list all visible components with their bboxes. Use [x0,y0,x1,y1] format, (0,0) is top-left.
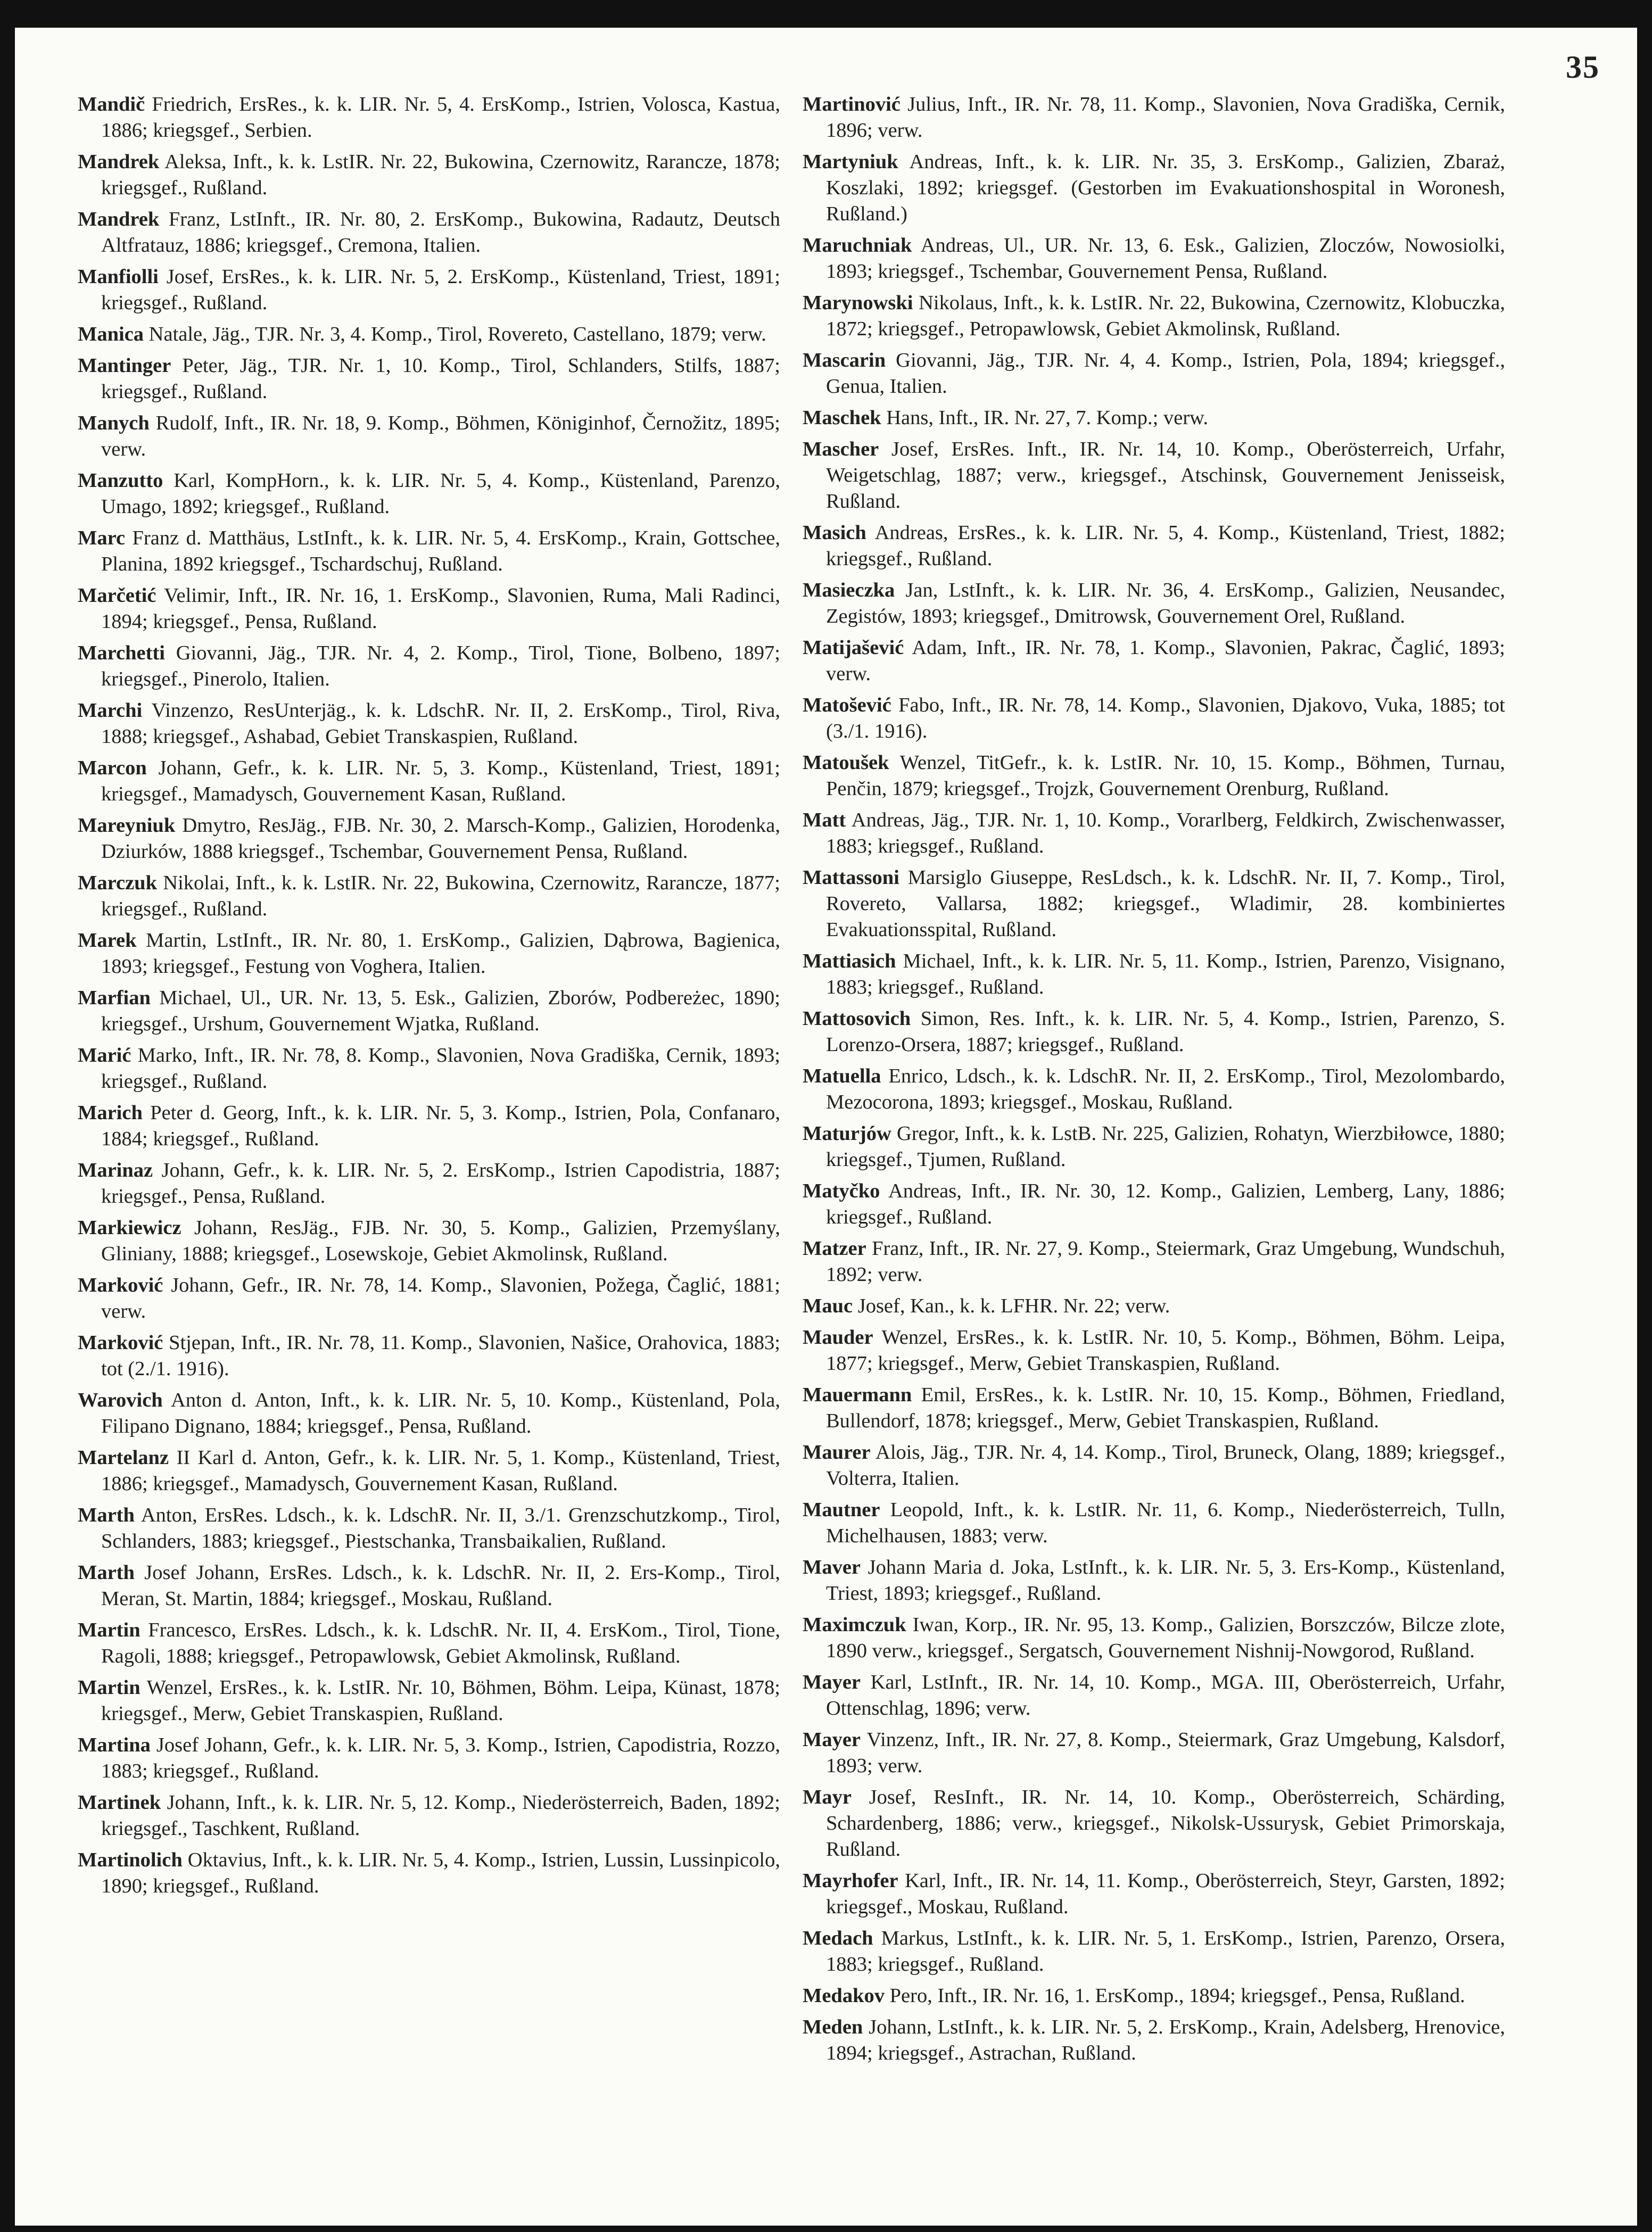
entry-surname: Warovich [78,1389,163,1411]
entry-surname: Marek [78,929,137,952]
register-entry [78,1445,780,1497]
entry-surname: Manica [78,323,144,345]
entry-details: Josef, ErsRes. Inft., IR. Nr. 14, 10. Komp., Oberösterreich, Urfahr, Weigetschlag, 1887; verw., kriegsgef., Atschinsk, Gouvernement Jenisseisk, Rußland. [826,438,1506,512]
entry-details: Giovanni, Jäg., TJR. Nr. 4, 4. Komp., Istrien, Pola, 1894; kriegsgef., Genua, Italien. [826,349,1505,398]
entry-surname: Mandrek [78,151,160,173]
entry-surname: Masich [803,522,866,544]
register-entry [803,750,1505,802]
entry-surname: Mayr [803,1786,852,1808]
entry-details: Gregor, Inft., k. k. LstB. Nr. 225, Galizien, Rohatyn, Wierzbiłowce, 1880; kriegsgef., Tjumen, Rußland. [826,1122,1505,1171]
entry-details: Velimir, Inft., IR. Nr. 16, 1. ErsKomp., Slavonien, Ruma, Mali Radinci, 1894; kriegsgef., Pensa, Rußland. [101,584,780,633]
entry-details: Andreas, Inft., k. k. LIR. Nr. 35, 3. ErsKomp., Galizien, Zbaraż, Koszlaki, 1892; kriegsgef. (Gestorben im Evakuationshospital in Woronesh, Rußland.) [826,151,1505,225]
register-entry [78,1675,780,1727]
entry-details: Peter, Jäg., TJR. Nr. 1, 10. Komp., Tirol, Schlanders, Stilfs, 1887; kriegsgef., Rußland. [101,354,781,403]
entry-details: Johann, Inft., k. k. LIR. Nr. 5, 12. Komp., Niederösterreich, Baden, 1892; kriegsgef., Taschkent, Rußland. [101,1791,780,1840]
register-entry [78,813,780,865]
register-entry [803,348,1505,400]
register-entry [803,1983,1505,2009]
right-column [803,92,1505,2072]
entry-surname: Marchi [78,699,143,722]
entry-details: Karl, Inft., IR. Nr. 14, 11. Komp., Oberösterreich, Steyr, Garsten, 1892; kriegsgef., Moskau, Rußland. [826,1870,1506,1918]
register-entry [803,635,1505,687]
register-entry [78,410,780,462]
entry-details: Friedrich, ErsRes., k. k. LIR. Nr. 5, 4. ErsKomp., Istrien, Volosca, Kastua, 1886; kriegsgef., Serbien. [101,93,781,142]
register-entry [78,755,780,807]
entry-surname: Medach [803,1927,873,1949]
entry-surname: Manfiolli [78,266,159,288]
entry-surname: Maruchniak [803,234,912,257]
entry-surname: Martyniuk [803,151,898,173]
register-entry [803,1236,1505,1288]
entry-details: Michael, Inft., k. k. LIR. Nr. 5, 11. Komp., Istrien, Parenzo, Visignano, 1883; kriegsgef., Rußland. [826,950,1505,998]
register-entry [78,1732,780,1784]
entry-details: Stjepan, Inft., IR. Nr. 78, 11. Komp., Slavonien, Našice, Orahovica, 1883; tot (2./1. 1916). [101,1332,781,1380]
entry-surname: Marcon [78,757,147,779]
register-entry [803,92,1505,144]
entry-surname: Mayer [803,1671,861,1693]
register-entry [803,290,1505,342]
register-entry [803,436,1505,515]
entry-surname: Marchetti [78,642,165,664]
entry-details: Anton, ErsRes. Ldsch., k. k. LdschR. Nr. II, 3./1. Grenzschutzkomp., Tirol, Schlanders, 1883; kriegsgef., Piestschanka, Transbaikalien, Rußland. [101,1504,780,1552]
register-entry [803,2014,1505,2066]
register-entry [803,149,1505,227]
entry-details: Johann Maria d. Joka, LstInft., k. k. LIR. Nr. 5, 3. Ers-Komp., Küstenland, Triest, 1893; kriegsgef., Rußland. [826,1556,1506,1605]
register-entry [78,92,780,144]
register-entry [803,520,1505,572]
entry-details: Franz, Inft., IR. Nr. 27, 9. Komp., Steiermark, Graz Umgebung, Wundschuh, 1892; verw. [826,1237,1505,1286]
entry-surname: Marth [78,1561,135,1584]
entry-details: Jan, LstInft., k. k. LIR. Nr. 36, 4. ErsKomp., Galizien, Neusandec, Zegistów, 1893; kriegsgef., Dmitrowsk, Gouvernement Orel, Rußland. [826,579,1506,627]
register-entry [78,321,780,348]
entry-surname: Maschek [803,407,881,429]
register-entry [803,865,1505,943]
entry-surname: Mareyniuk [78,814,176,837]
entry-details: Karl, LstInft., IR. Nr. 14, 10. Komp., MGA. III, Oberösterreich, Urfahr, Ottenschlag, 1896; verw. [826,1671,1505,1720]
entry-surname: Marković [78,1332,163,1354]
register-entry [78,353,780,405]
entry-surname: Maturjów [803,1122,891,1145]
entry-details: Nikolaus, Inft., k. k. LstIR. Nr. 22, Bukowina, Czernowitz, Klobuczka, 1872; kriegsgef., Petropawlowsk, Gebiet Akmolinsk, Rußland. [826,292,1506,340]
register-entry [78,1043,780,1095]
register-entry [78,468,780,520]
register-entry [803,1727,1505,1779]
register-entry [78,1847,780,1899]
register-entry [78,206,780,259]
register-entry [803,1612,1505,1664]
entry-surname: Mayer [803,1729,861,1751]
entry-details: Karl, KompHorn., k. k. LIR. Nr. 5, 4. Komp., Küstenland, Parenzo, Umago, 1892; kriegsgef., Rußland. [101,469,780,518]
entry-details: Hans, Inft., IR. Nr. 27, 7. Komp.; verw. [886,407,1209,429]
register-entry [803,692,1505,745]
entry-details: Julius, Inft., IR. Nr. 78, 11. Komp., Slavonien, Nova Gradiška, Cernik, 1896; verw. [826,93,1506,142]
register-entry [78,1560,780,1612]
register-entry [803,1440,1505,1492]
entry-surname: Mauc [803,1295,853,1317]
register-entry [803,1925,1505,1978]
register-entry [78,985,780,1037]
entry-details: Anton d. Anton, Inft., k. k. LIR. Nr. 5, 10. Komp., Küstenland, Pola, Filipano Dignano, 1884; kriegsgef., Pensa, Rußland. [101,1389,780,1437]
entry-surname: Martin [78,1676,141,1699]
register-entry [78,1215,780,1267]
entry-details: Dmytro, ResJäg., FJB. Nr. 30, 2. Marsch-Komp., Galizien, Horodenka, Dziurków, 1888 kriegsgef., Tschembar, Gouvernement Pensa, Rußland. [101,814,780,863]
entry-surname: Manzutto [78,469,163,492]
entry-surname: Meden [803,2016,863,2038]
entry-surname: Mascarin [803,349,886,371]
entry-surname: Matyčko [803,1180,880,1202]
entry-details: Vinzenz, Inft., IR. Nr. 27, 8. Komp., Steiermark, Graz Umgebung, Kalsdorf, 1893; verw. [826,1729,1505,1777]
entry-details: Wenzel, TitGefr., k. k. LstIR. Nr. 10, 15. Komp., Böhmen, Turnau, Penčin, 1879; kriegsgef., Trojzk, Gouvernement Orenburg, Rußland. [826,751,1505,800]
entry-details: Johann, ResJäg., FJB. Nr. 30, 5. Komp., Galizien, Przemyślany, Gliniany, 1888; kriegsgef., Losewskoje, Gebiet Akmolinsk, Rußland. [101,1217,780,1265]
entry-details: Johann, LstInft., k. k. LIR. Nr. 5, 2. ErsKomp., Krain, Adelsberg, Hrenovice, 1894; kriegsgef., Astrachan, Rußland. [826,2016,1505,2064]
register-entry [803,1178,1505,1230]
entry-details: Josef Johann, Gefr., k. k. LIR. Nr. 5, 3. Komp., Istrien, Capodistria, Rozzo, 1883; kriegsgef., Rußland. [101,1734,780,1782]
entry-details: Michael, Ul., UR. Nr. 13, 5. Esk., Galizien, Zborów, Podbereżec, 1890; kriegsgef., Urshum, Gouvernement Wjatka, Rußland. [101,987,780,1035]
entry-surname: Manych [78,412,150,434]
entry-surname: Matzer [803,1237,866,1260]
entry-details: Franz, LstInft., IR. Nr. 80, 2. ErsKomp., Bukowina, Radautz, Deutsch Altfratauz, 1886; kriegsgef., Cremona, Italien. [101,208,780,257]
entry-details: Alois, Jäg., TJR. Nr. 4, 14. Komp., Tirol, Bruneck, Olang, 1889; kriegsgef., Volterra, Italien. [826,1441,1505,1490]
entry-details: Giovanni, Jäg., TJR. Nr. 4, 2. Komp., Tirol, Tione, Bolbeno, 1897; kriegsgef., Pinerolo, Italien. [101,642,780,690]
entry-surname: Matt [803,809,846,831]
entry-surname: Marčetić [78,584,156,607]
register-entry [78,1387,780,1440]
entry-surname: Mattiasich [803,950,896,972]
entry-details: Johann, Gefr., IR. Nr. 78, 14. Komp., Slavonien, Požega, Čaglić, 1881; verw. [101,1274,780,1322]
register-entry [803,1669,1505,1722]
entry-details: Andreas, Ul., UR. Nr. 13, 6. Esk., Galizien, Zloczów, Nowosiolki, 1893; kriegsgef., Tschembar, Gouvernement Pensa, Rußland. [826,234,1505,283]
entry-details: Josef Johann, ErsRes. Ldsch., k. k. LdschR. Nr. II, 2. Ers-Komp., Tirol, Meran, St. Martin, 1884; kriegsgef., Moskau, Rußland. [101,1561,781,1610]
entry-details: Andreas, Jäg., TJR. Nr. 1, 10. Komp., Vorarlberg, Feldkirch, Zwischenwasser, 1883; kriegsgef., Rußland. [826,809,1505,857]
register-entry [78,149,780,201]
entry-details: Fabo, Inft., IR. Nr. 78, 14. Komp., Slavonien, Djakovo, Vuka, 1885; tot (3./1. 1916). [826,694,1506,742]
entry-surname: Marich [78,1102,143,1124]
entry-details: Simon, Res. Inft., k. k. LIR. Nr. 5, 4. Komp., Istrien, Parenzo, S. Lorenzo-Orsera, 1887; kriegsgef., Rußland. [826,1007,1505,1056]
entry-surname: Martelanz [78,1446,169,1469]
entry-details: Andreas, Inft., IR. Nr. 30, 12. Komp., Galizien, Lemberg, Lany, 1886; kriegsgef., Rußland. [826,1180,1505,1228]
entry-surname: Maver [803,1556,861,1578]
entry-surname: Mandič [78,93,145,115]
entry-surname: Martin [78,1619,141,1641]
entry-details: Leopold, Inft., k. k. LstIR. Nr. 11, 6. Komp., Niederösterreich, Tulln, Michelhausen, 1883; verw. [826,1499,1505,1547]
entry-details: Pero, Inft., IR. Nr. 16, 1. ErsKomp., 1894; kriegsgef., Pensa, Rußland. [889,1985,1465,2007]
register-entry [78,870,780,922]
entry-details: Franz d. Matthäus, LstInft., k. k. LIR. Nr. 5, 4. ErsKomp., Krain, Gottschee, Planina, 1892 kriegsgef., Tschardschuj, Rußland. [101,527,781,575]
entry-surname: Matoušek [803,751,889,774]
entry-details: Josef, ResInft., IR. Nr. 14, 10. Komp., Oberösterreich, Schärding, Schardenberg, 1886; verw., kriegsgef., Nikolsk-Ussurysk, Gebiet Primorskaja, Rußland. [826,1786,1506,1861]
register-entry [78,698,780,750]
entry-surname: Mautner [803,1499,880,1521]
register-entry [803,1006,1505,1058]
entry-surname: Marynowski [803,292,913,314]
register-entry [78,525,780,577]
register-entry [803,233,1505,285]
entry-details: Natale, Jäg., TJR. Nr. 3, 4. Komp., Tirol, Rovereto, Castellano, 1879; verw. [148,323,766,345]
entry-surname: Mattassoni [803,866,899,889]
entry-surname: Marinaz [78,1159,153,1181]
register-entry [78,640,780,692]
entry-surname: Mandrek [78,208,160,230]
register-entry [803,1293,1505,1319]
document-page [15,28,1637,2226]
entry-details: Oktavius, Inft., k. k. LIR. Nr. 5, 4. Komp., Istrien, Lussin, Lussinpicolo, 1890; kriegsgef., Rußland. [101,1849,780,1897]
entry-details: Wenzel, ErsRes., k. k. LstIR. Nr. 10, 5. Komp., Böhmen, Böhm. Leipa, 1877; kriegsgef., Merw, Gebiet Transkaspien, Rußland. [826,1326,1505,1375]
register-entry [803,405,1505,431]
entry-details: Adam, Inft., IR. Nr. 78, 1. Komp., Slavonien, Pakrac, Čaglić, 1893; verw. [826,636,1505,685]
entry-surname: Martinović [803,93,901,115]
register-entry [803,577,1505,630]
entry-details: Nikolai, Inft., k. k. LstIR. Nr. 22, Bukowina, Czernowitz, Rarancze, 1877; kriegsgef., Rußland. [101,872,780,920]
entry-surname: Marković [78,1274,163,1296]
entry-details: Francesco, ErsRes. Ldsch., k. k. LdschR. Nr. II, 4. ErsKom., Tirol, Tione, Ragoli, 1888; kriegsgef., Petropawlowsk, Gebiet Akmolinsk, Rußland. [101,1619,780,1667]
register-entry [78,1100,780,1152]
register-entry [78,1330,780,1382]
entry-details: Markus, LstInft., k. k. LIR. Nr. 5, 1. ErsKomp., Istrien, Parenzo, Orsera, 1883; kriegsgef., Rußland. [826,1927,1505,1975]
entry-surname: Mauder [803,1326,873,1349]
register-entry [803,807,1505,859]
entry-surname: Marfian [78,987,151,1009]
register-entry [803,1382,1505,1434]
entry-surname: Mascher [803,438,879,460]
entry-surname: Matijašević [803,636,904,659]
entry-details: Rudolf, Inft., IR. Nr. 18, 9. Komp., Böhmen, Königinhof, Černožitz, 1895; verw. [101,412,781,460]
entry-surname: Martina [78,1734,151,1756]
entry-surname: Marc [78,527,126,549]
entry-details: Josef, ErsRes., k. k. LIR. Nr. 5, 2. ErsKomp., Küstenland, Triest, 1891; kriegsgef., Rußland. [101,266,781,314]
entry-details: Marko, Inft., IR. Nr. 78, 8. Komp., Slavonien, Nova Gradiška, Cernik, 1893; kriegsgef., Rußland. [101,1044,780,1093]
entry-details: Peter d. Georg, Inft., k. k. LIR. Nr. 5, 3. Komp., Istrien, Pola, Confanaro, 1884; kriegsgef., Rußland. [101,1102,780,1150]
entry-details: Josef, Kan., k. k. LFHR. Nr. 22; verw. [857,1295,1170,1317]
entry-details: Vinzenzo, ResUnterjäg., k. k. LdschR. Nr. II, 2. ErsKomp., Tirol, Riva, 1888; kriegsgef., Ashabad, Gebiet Transkaspien, Rußland. [101,699,780,748]
entry-surname: Medakov [803,1985,885,2007]
entry-details: Emil, ErsRes., k. k. LstIR. Nr. 10, 15. Komp., Böhmen, Friedland, Bullendorf, 1878; kriegsgef., Merw, Gebiet Transkaspien, Rußland. [826,1384,1506,1432]
register-entry [78,1272,780,1325]
entry-surname: Markiewicz [78,1217,181,1239]
entry-details: II Karl d. Anton, Gefr., k. k. LIR. Nr. 5, 1. Komp., Küstenland, Triest, 1886; kriegsgef., Mamadysch, Gouvernement Kasan, Rußland. [101,1446,781,1495]
entry-surname: Marczuk [78,872,157,894]
entry-surname: Mayrhofer [803,1870,898,1892]
entry-surname: Martinolich [78,1849,183,1871]
register-entry [803,1497,1505,1549]
register-entry [803,1121,1505,1173]
entry-details: Enrico, Ldsch., k. k. LdschR. Nr. II, 2. ErsKomp., Tirol, Mezolombardo, Mezocorona, 1893; kriegsgef., Moskau, Rußland. [826,1065,1505,1113]
entry-details: Johann, Gefr., k. k. LIR. Nr. 5, 2. ErsKomp., Istrien Capodistria, 1887; kriegsgef., Pensa, Rußland. [101,1159,780,1208]
entry-details: Johann, Gefr., k. k. LIR. Nr. 5, 3. Komp., Küstenland, Triest, 1891; kriegsgef., Mamadysch, Gouvernement Kasan, Rußland. [101,757,781,805]
register-entry [78,928,780,980]
entry-surname: Mattosovich [803,1007,911,1030]
entry-surname: Marić [78,1044,131,1067]
left-column [78,92,780,1905]
register-entry [78,583,780,635]
register-entry [78,1158,780,1210]
entry-surname: Masieczka [803,579,895,601]
entry-details: Marsiglo Giuseppe, ResLdsch., k. k. LdschR. Nr. II, 7. Komp., Tirol, Rovereto, Vallarsa, 1882; kriegsgef., Wladimir, 28. kombiniertes Evakuationsspital, Rußland. [826,866,1505,941]
entry-surname: Mantinger [78,354,171,377]
entry-surname: Martinek [78,1791,161,1814]
register-entry [78,1790,780,1842]
entry-surname: Matuella [803,1065,881,1087]
register-entry [803,1063,1505,1115]
register-entry [803,1784,1505,1863]
entry-surname: Mauermann [803,1384,912,1406]
entry-details: Martin, LstInft., IR. Nr. 80, 1. ErsKomp., Galizien, Dąbrowa, Bagienica, 1893; kriegsgef., Festung von Voghera, Italien. [101,929,781,978]
register-entry [803,1868,1505,1920]
register-entry [78,1502,780,1555]
register-entry [803,1555,1505,1607]
register-entry [78,1617,780,1669]
entry-surname: Matošević [803,694,891,716]
entry-surname: Maurer [803,1441,871,1464]
page-number: 35 [1566,49,1600,85]
register-entry [803,948,1505,1001]
entry-details: Andreas, ErsRes., k. k. LIR. Nr. 5, 4. Komp., Küstenland, Triest, 1882; kriegsgef., Rußland. [826,522,1505,570]
register-entry [78,264,780,316]
entry-details: Aleksa, Inft., k. k. LstIR. Nr. 22, Bukowina, Czernowitz, Rarancze, 1878; kriegsgef., Rußland. [101,151,780,199]
entry-details: Wenzel, ErsRes., k. k. LstIR. Nr. 10, Böhmen, Böhm. Leipa, Künast, 1878; kriegsgef., Merw, Gebiet Transkaspien, Rußland. [101,1676,780,1725]
entry-surname: Maximczuk [803,1614,906,1636]
entry-details: Iwan, Korp., IR. Nr. 95, 13. Komp., Galizien, Borszczów, Bilcze zlote, 1890 verw., kriegsgef., Sergatsch, Gouvernement Nishnij-Nowgorod, Rußland. [826,1614,1506,1662]
register-entry [803,1325,1505,1377]
entry-surname: Marth [78,1504,135,1526]
